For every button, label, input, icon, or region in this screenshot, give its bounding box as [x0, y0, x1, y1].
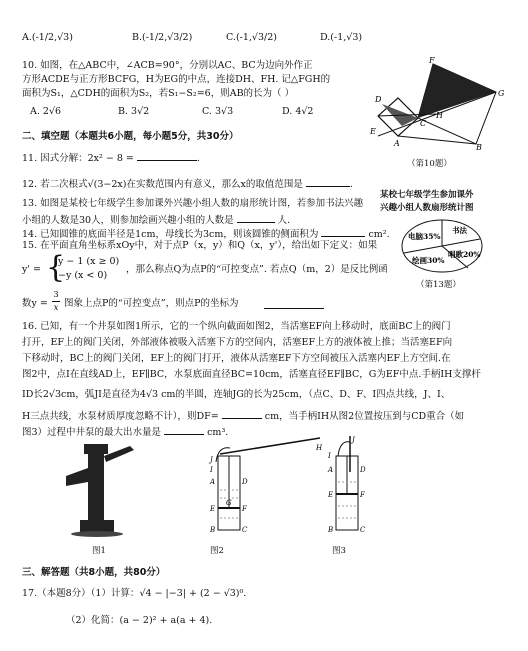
fig2-label-i: I [210, 466, 213, 474]
fig2-label-d: D [242, 478, 248, 486]
q16-line3: 下移动时，BC上的阀门关闭，EF上的阀门打开，液体从活塞EF下方空间被压入活塞内EF上方空间.在 [22, 353, 451, 364]
fig3-label-b: B [328, 526, 334, 534]
fig3-label-d: D [360, 466, 366, 474]
fig3-label-c: C [360, 526, 366, 534]
fig2-label-a: A [210, 478, 216, 486]
q16-line6b: cm，当手柄IH从图2位置按压到与CD重合（如 [264, 411, 465, 422]
q16-line7a: 图3）过程中井泵的最大出水量是 [22, 427, 162, 438]
pie-title-line1: 某校七年级学生参加课外 [380, 190, 474, 200]
q10-label-b: B [476, 143, 482, 151]
fig3-caption: 图3 [332, 546, 346, 556]
q14-text: 14. 已知圆锥的底面半径是1cm，母线长为3cm，则该圆锥的侧面积为 [22, 229, 319, 240]
q13-unit: 人. [277, 215, 291, 226]
fig3-label-e: E [328, 491, 334, 499]
fig2-label-f: F [242, 505, 247, 513]
q12-text: 12. 若二次根式√(3−2x)在实数范围内有意义，那么x的取值范围是 [22, 179, 303, 190]
q10-option-a: A. 2√6 [30, 106, 62, 117]
fig2-label-j: J [210, 456, 213, 464]
q15-blank [264, 298, 324, 309]
fig2-label-c: C [242, 526, 248, 534]
fig3-label-j: J [352, 436, 355, 444]
q10-label-g: G [498, 89, 505, 98]
q11-blank [137, 150, 197, 161]
q13-line2-wrap [22, 212, 290, 227]
q11: 11. 因式分解：2x² − 8 = . [22, 150, 200, 165]
q10-option-d: D. 4√2 [282, 106, 314, 117]
q10-label-a: A [394, 139, 400, 148]
pie-slice-drawing: 绘画30% [412, 256, 445, 265]
q16-line6a: H三点共线，水泵材质厚度忽略不计），则DF= [22, 411, 219, 422]
pump-figure-2 [196, 432, 326, 542]
q10-line3: 面积为S₁，△CDH的面积为S₂，若S₁−S₂=6，则AB的长为（ ） [22, 88, 295, 99]
q16-line4: 图2中，点I在直线AD上，EF∥BC，水泵底面直径BC=10cm，活塞直径EF∥BC，G为EF中点.手柄IH支撑杆 [22, 369, 481, 380]
q14 [22, 226, 390, 241]
q15-line2: ，那么称点Q为点P的“可控变点”. 若点Q（m，2）是反比例函 [126, 264, 388, 275]
q10-label-c: C [420, 119, 427, 128]
q11-text: 11. 因式分解：2x² − 8 = [22, 153, 134, 164]
q9-option-d: D.(-1,√3) [320, 32, 363, 43]
q14-blank [321, 226, 365, 237]
fig3-label-i: I [328, 452, 331, 460]
pie-slice-calligraphy: 书法 [452, 226, 467, 235]
q16-line1: 16. 已知，有一个井泵如图1所示，它的一个纵向截面如图2，当活塞EF向上移动时，底面BC上的阀门 [22, 321, 451, 332]
q16-blank-df [222, 408, 262, 419]
fig3-label-a: A [328, 466, 334, 474]
pump-figure-1 [58, 442, 142, 538]
q16-line6 [22, 408, 464, 423]
q15-frac-den: x [53, 303, 59, 313]
q10-caption: （第10题） [407, 159, 452, 169]
q15-frac-num: 3 [53, 290, 59, 300]
fig2-label-h: H [316, 444, 323, 452]
fig2-label-g: G [226, 499, 232, 507]
q15-yprime: y' = [22, 264, 41, 275]
q13-blank [237, 212, 275, 223]
q15-line3a: 数y = [22, 298, 48, 309]
q10-label-e: E [370, 127, 376, 136]
q10-label-f: F [429, 56, 435, 65]
q15-brace: { [46, 250, 66, 285]
q10-line1: 10. 如图，在△ABC中，∠ACB=90°，分别以AC、BC为边向外作正 [22, 60, 313, 71]
fig2-label-e: E [210, 505, 216, 513]
q16-line7b: cm³. [207, 427, 229, 438]
pump-figure-3 [316, 432, 386, 542]
section3-heading: 三、解答题（共8小题，共80分） [22, 567, 166, 578]
pie-caption: （第13题） [416, 280, 461, 290]
q10-line2: 方形ACDE与正方形BCFG，H为EG的中点，连接DH、FH. 记△FGH的 [22, 74, 331, 85]
q14-unit: cm². [368, 229, 390, 240]
q12-blank [306, 176, 350, 187]
fig3-label-f: F [360, 491, 365, 499]
q9-option-a: A.(-1/2,√3) [22, 32, 73, 43]
q17-part2: （2）化简：(a − 2)² + a(a + 4). [66, 615, 213, 626]
q9-option-b: B.(-1/2,√3/2) [132, 32, 193, 43]
fig2-label-b: B [210, 526, 216, 534]
q17-part1: 17.（本题8分）（1）计算：√4 − |−3| + (2 − √3)⁰. [22, 588, 247, 599]
q9-option-c: C.(-1,√3/2) [226, 32, 277, 43]
q15-line1: 15. 在平面直角坐标系xOy中，对于点P（x，y）和Q（x，y'），给出如下定义：如果 [22, 240, 378, 251]
q16-line5: ID长2√3cm，弧JI是直径为4√3 cm的半圆，连轴JG的长为25cm，（点C、D、F、I四点共线，J、I、 [22, 389, 451, 400]
fig1-caption: 图1 [92, 546, 106, 556]
pie-slice-singing: 唱歌20% [448, 250, 481, 259]
q10-label-d: D [375, 95, 382, 104]
q10-option-c: C. 3√3 [202, 106, 234, 117]
section2-heading: 二、填空题（本题共6小题，每小题5分，共30分） [22, 131, 239, 142]
q12: 12. 若二次根式√(3−2x)在实数范围内有意义，那么x的取值范围是 . [22, 176, 353, 191]
q15-line3b: 图象上点P的“可控变点”，则点P的坐标为 [64, 298, 239, 309]
q10-option-b: B. 3√2 [118, 106, 150, 117]
q13-line1: 13. 如图是某校七年级学生参加课外兴趣小组人数的扇形统计图，若参加书法兴趣 [22, 198, 364, 209]
pie-slice-computer: 电脑35% [408, 232, 441, 241]
fig2-caption: 图2 [210, 546, 224, 556]
q16-line2: 打开，EF上的阀门关闭，外部液体被吸入活塞下方的空间内，活塞EF上方的液体被上推；当活塞EF向 [22, 337, 453, 348]
q10-geometry-figure [358, 56, 508, 151]
q15-case1: y − 1 (x ≥ 0) [58, 256, 120, 267]
q15-case2: −y (x < 0) [58, 270, 108, 281]
q13-pie-chart [396, 217, 488, 275]
q10-label-h: H [436, 111, 443, 120]
q13-line2: 小组的人数是30人，则参加绘画兴趣小组的人数是 [22, 215, 234, 226]
pie-title-line2: 兴趣小组人数扇形统计图 [380, 203, 474, 213]
